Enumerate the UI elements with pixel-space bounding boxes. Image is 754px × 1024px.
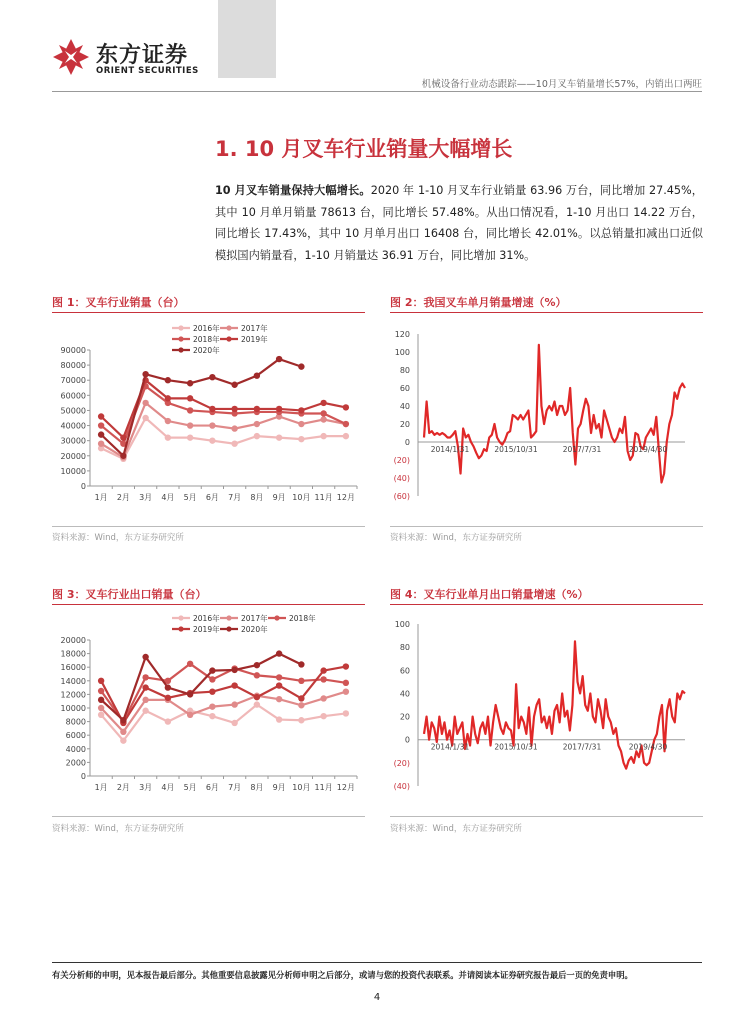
data-point-2016年 — [298, 436, 304, 442]
data-point-2018年 — [98, 688, 104, 694]
data-point-2017年 — [142, 400, 148, 406]
data-point-2019年 — [298, 695, 304, 701]
data-point-2017年 — [298, 421, 304, 427]
data-point-2017年 — [98, 440, 104, 446]
x-tick-label: 4月 — [161, 783, 175, 792]
data-point-2016年 — [320, 433, 326, 439]
data-point-2016年 — [209, 713, 215, 719]
fig1-source: 资料来源：Wind，东方证券研究所 — [52, 533, 184, 543]
y-tick-label: 20000 — [60, 451, 86, 461]
data-point-2020年 — [276, 650, 282, 656]
legend-label: 2017年 — [241, 324, 268, 333]
fig4-bottom-rule — [390, 816, 703, 817]
fig3-chart — [52, 608, 365, 808]
legend-label: 2018年 — [289, 614, 316, 623]
x-tick-label: 3月 — [139, 493, 153, 502]
y-tick-label: 14000 — [60, 676, 86, 686]
data-point-2020年 — [187, 380, 193, 386]
data-point-2020年 — [298, 363, 304, 369]
data-point-2016年 — [142, 415, 148, 421]
legend-label: 2017年 — [241, 614, 268, 623]
growth-line — [424, 345, 685, 483]
data-point-2018年 — [343, 680, 349, 686]
data-point-2019年 — [298, 407, 304, 413]
x-tick-label: 12月 — [336, 783, 355, 792]
data-point-2016年 — [142, 708, 148, 714]
header-divider — [52, 91, 702, 92]
x-tick-label: 2月 — [116, 783, 130, 792]
legend-marker — [226, 615, 231, 620]
data-point-2017年 — [187, 712, 193, 718]
data-point-2016年 — [254, 701, 260, 707]
y-tick-label: (40) — [393, 474, 410, 483]
y-tick-label: 4000 — [65, 744, 86, 754]
y-tick-label: 60000 — [60, 391, 86, 401]
data-point-2018年 — [209, 676, 215, 682]
logo-text-cn: 东方证券 — [96, 43, 189, 68]
data-point-2017年 — [231, 701, 237, 707]
legend-marker — [178, 615, 183, 620]
y-tick-label: 20 — [399, 712, 410, 722]
data-point-2019年 — [165, 695, 171, 701]
data-point-2020年 — [120, 453, 126, 459]
data-point-2018年 — [142, 674, 148, 680]
data-point-2019年 — [276, 406, 282, 412]
y-tick-label: 90000 — [60, 346, 86, 355]
x-tick-label: 2019/4/30 — [628, 445, 668, 454]
fig2-bottom-rule — [390, 526, 703, 527]
x-tick-label: 2019/4/30 — [628, 742, 668, 752]
y-tick-label: 0 — [404, 735, 410, 745]
fig2-title: 图 2：我国叉车单月销量增速（%） — [390, 296, 567, 309]
data-point-2017年 — [165, 418, 171, 424]
data-point-2016年 — [231, 720, 237, 726]
fig4-top-rule — [390, 604, 703, 605]
data-point-2019年 — [120, 434, 126, 440]
data-point-2016年 — [120, 737, 126, 743]
data-point-2019年 — [209, 688, 215, 694]
data-point-2016年 — [165, 434, 171, 440]
x-tick-label: 11月 — [314, 493, 333, 502]
data-point-2020年 — [276, 356, 282, 362]
x-tick-label: 9月 — [272, 783, 286, 792]
data-point-2019年 — [231, 406, 237, 412]
x-tick-label: 3月 — [139, 783, 153, 792]
logo-text-en: ORIENT SECURITIES — [96, 66, 199, 76]
y-tick-label: 50000 — [60, 406, 86, 416]
data-point-2017年 — [320, 416, 326, 422]
legend-marker — [178, 347, 183, 352]
x-tick-label: 2015/10/31 — [494, 742, 538, 752]
y-tick-label: (40) — [393, 782, 410, 791]
x-tick-label: 7月 — [228, 493, 242, 502]
data-point-2020年 — [165, 684, 171, 690]
legend-marker — [226, 626, 231, 631]
y-tick-label: 60 — [399, 666, 410, 676]
fig1-bottom-rule — [52, 526, 365, 527]
x-tick-label: 6月 — [205, 783, 219, 792]
legend-marker — [226, 336, 231, 341]
data-point-2020年 — [209, 374, 215, 380]
data-point-2019年 — [343, 663, 349, 669]
y-tick-label: 10000 — [60, 704, 86, 713]
data-point-2017年 — [254, 421, 260, 427]
legend-label: 2019年 — [193, 625, 220, 634]
data-point-2019年 — [320, 667, 326, 673]
legend-label: 2016年 — [193, 324, 220, 333]
data-point-2020年 — [120, 717, 126, 723]
data-point-2019年 — [165, 395, 171, 401]
x-tick-label: 1月 — [94, 783, 108, 792]
data-point-2017年 — [120, 729, 126, 735]
data-point-2017年 — [298, 702, 304, 708]
y-tick-label: 2000 — [65, 758, 86, 768]
y-tick-label: 100 — [394, 620, 410, 629]
data-point-2019年 — [254, 694, 260, 700]
y-tick-label: 60 — [399, 384, 410, 393]
legend-label: 2018年 — [193, 335, 220, 344]
y-tick-label: 0 — [80, 772, 86, 781]
y-tick-label: 30000 — [60, 436, 86, 446]
legend-label: 2019年 — [241, 335, 268, 344]
legend-marker — [178, 626, 183, 631]
x-tick-label: 8月 — [250, 493, 264, 502]
y-tick-label: 0 — [80, 482, 86, 491]
fig4-source: 资料来源：Wind，东方证券研究所 — [390, 824, 522, 834]
data-point-2016年 — [276, 434, 282, 440]
data-point-2019年 — [276, 682, 282, 688]
y-tick-label: 40 — [399, 689, 410, 699]
x-tick-label: 2015/10/31 — [494, 445, 538, 454]
data-point-2017年 — [142, 697, 148, 703]
y-tick-label: 40000 — [60, 421, 86, 431]
y-tick-label: 100 — [394, 348, 410, 357]
data-point-2020年 — [298, 661, 304, 667]
fig1-top-rule — [52, 312, 365, 313]
data-point-2016年 — [254, 433, 260, 439]
legend-label: 2016年 — [193, 614, 220, 623]
lead-bold: 10 月叉车销量保持大幅增长。 — [215, 184, 371, 197]
footer-disclaimer: 有关分析师的申明，见本报告最后部分。其他重要信息披露见分析师申明之后部分，或请与您的投资代表联系。并请阅读本证券研究报告最后一页的免责申明。 — [52, 970, 633, 980]
x-tick-label: 4月 — [161, 493, 175, 502]
data-point-2016年 — [343, 433, 349, 439]
data-point-2018年 — [98, 422, 104, 428]
series-line-2020年 — [101, 359, 301, 456]
data-point-2020年 — [98, 697, 104, 703]
footer-divider — [52, 962, 702, 963]
x-tick-label: 2017/7/31 — [562, 742, 602, 752]
data-point-2020年 — [187, 691, 193, 697]
x-tick-label: 9月 — [272, 493, 286, 502]
y-tick-label: 40 — [399, 402, 410, 411]
data-point-2016年 — [276, 716, 282, 722]
y-tick-label: 0 — [404, 438, 410, 447]
data-point-2018年 — [254, 672, 260, 678]
data-point-2019年 — [98, 678, 104, 684]
legend-label: 2020年 — [241, 625, 268, 634]
data-point-2020年 — [254, 372, 260, 378]
legend-label: 2020年 — [193, 346, 220, 355]
data-point-2020年 — [142, 371, 148, 377]
data-point-2019年 — [142, 684, 148, 690]
data-point-2016年 — [187, 434, 193, 440]
legend-marker — [178, 336, 183, 341]
y-tick-label: 16000 — [60, 663, 86, 673]
x-tick-label: 10月 — [292, 783, 311, 792]
fig4-chart — [390, 608, 703, 808]
data-point-2018年 — [320, 676, 326, 682]
x-tick-label: 11月 — [314, 783, 333, 792]
y-tick-label: (60) — [393, 492, 410, 501]
data-point-2020年 — [209, 667, 215, 673]
data-point-2017年 — [276, 696, 282, 702]
orient-securities-logo-icon — [52, 38, 90, 76]
y-tick-label: (20) — [393, 456, 410, 465]
data-point-2018年 — [187, 407, 193, 413]
section-title: 1. 10 月叉车行业销量大幅增长 — [215, 137, 513, 161]
y-tick-label: 120 — [394, 330, 410, 339]
y-tick-label: 6000 — [65, 731, 86, 741]
fig3-title: 图 3：叉车行业出口销量（台） — [52, 588, 207, 601]
data-point-2019年 — [254, 406, 260, 412]
y-tick-label: 80000 — [60, 361, 86, 371]
y-tick-label: 80 — [399, 366, 410, 375]
series-line-2017年 — [101, 692, 346, 732]
data-point-2017年 — [187, 422, 193, 428]
data-point-2016年 — [320, 713, 326, 719]
fig1-chart — [52, 318, 365, 518]
data-point-2020年 — [98, 431, 104, 437]
data-point-2020年 — [165, 377, 171, 383]
data-point-2016年 — [165, 718, 171, 724]
data-point-2020年 — [231, 382, 237, 388]
data-point-2019年 — [98, 413, 104, 419]
data-point-2018年 — [276, 674, 282, 680]
data-point-2018年 — [187, 661, 193, 667]
data-point-2017年 — [209, 422, 215, 428]
y-tick-label: 80 — [399, 643, 410, 653]
x-tick-label: 6月 — [205, 493, 219, 502]
report-title: 机械设备行业动态跟踪——10月叉车销量增长57%，内销出口两旺 — [421, 79, 702, 90]
y-tick-label: 8000 — [65, 717, 86, 727]
legend-marker — [178, 325, 183, 330]
x-tick-label: 2017/7/31 — [562, 445, 602, 454]
x-tick-label: 2014/1/31 — [430, 742, 470, 752]
fig1-title: 图 1：叉车行业销量（台） — [52, 296, 185, 309]
x-tick-label: 8月 — [250, 783, 264, 792]
paragraph-body: 2020 年 1-10 月叉车行业销量 63.96 万台，同比增加 27.45%，其中 10 月单月销量 78613 台，同比增长 57.48%。从出口情况看，1-10 月出口 14.22 万台，同比增长 17.43%，其中 10 月单月出口 16408 台，同比增长 42.01%。以总销量扣减出口近似模拟国内销量看，1-10 月销量达 36.91 万台，同比增加 31%。 — [215, 184, 703, 262]
y-tick-label: 70000 — [60, 376, 86, 386]
x-tick-label: 10月 — [292, 493, 311, 502]
x-tick-label: 12月 — [336, 493, 355, 502]
data-point-2017年 — [231, 425, 237, 431]
data-point-2019年 — [320, 400, 326, 406]
fig2-chart — [390, 318, 703, 518]
y-tick-label: (20) — [393, 758, 410, 768]
data-point-2018年 — [298, 678, 304, 684]
data-point-2016年 — [298, 717, 304, 723]
data-point-2016年 — [98, 712, 104, 718]
data-point-2017年 — [209, 703, 215, 709]
y-tick-label: 20 — [399, 420, 410, 429]
header-decoration-bar — [218, 0, 276, 78]
series-line-2018年 — [101, 386, 346, 443]
data-point-2017年 — [98, 705, 104, 711]
x-tick-label: 7月 — [228, 783, 242, 792]
x-tick-label: 1月 — [94, 493, 108, 502]
data-point-2019年 — [187, 395, 193, 401]
legend-marker — [226, 325, 231, 330]
fig3-source: 资料来源：Wind，东方证券研究所 — [52, 824, 184, 834]
data-point-2019年 — [231, 682, 237, 688]
x-tick-label: 2014/1/31 — [430, 445, 470, 454]
data-point-2019年 — [343, 404, 349, 410]
data-point-2017年 — [343, 688, 349, 694]
data-point-2018年 — [343, 421, 349, 427]
page-number: 4 — [373, 992, 381, 1003]
y-tick-label: 20000 — [60, 636, 86, 645]
fig3-bottom-rule — [52, 816, 365, 817]
fig3-top-rule — [52, 604, 365, 605]
data-point-2020年 — [254, 662, 260, 668]
data-point-2020年 — [142, 654, 148, 660]
y-tick-label: 10000 — [60, 466, 86, 476]
y-tick-label: 18000 — [60, 649, 86, 659]
x-tick-label: 5月 — [183, 493, 197, 502]
data-point-2018年 — [320, 410, 326, 416]
y-tick-label: 12000 — [60, 690, 86, 700]
fig2-top-rule — [390, 312, 703, 313]
legend-marker — [274, 615, 279, 620]
fig2-source: 资料来源：Wind，东方证券研究所 — [390, 533, 522, 543]
data-point-2020年 — [231, 667, 237, 673]
data-point-2016年 — [231, 440, 237, 446]
data-point-2017年 — [320, 695, 326, 701]
data-point-2016年 — [343, 710, 349, 716]
fig4-title: 图 4：叉车行业单月出口销量增速（%） — [390, 588, 589, 601]
data-point-2019年 — [209, 406, 215, 412]
x-tick-label: 5月 — [183, 783, 197, 792]
x-tick-label: 2月 — [116, 493, 130, 502]
data-point-2016年 — [209, 437, 215, 443]
section-paragraph — [215, 180, 703, 266]
